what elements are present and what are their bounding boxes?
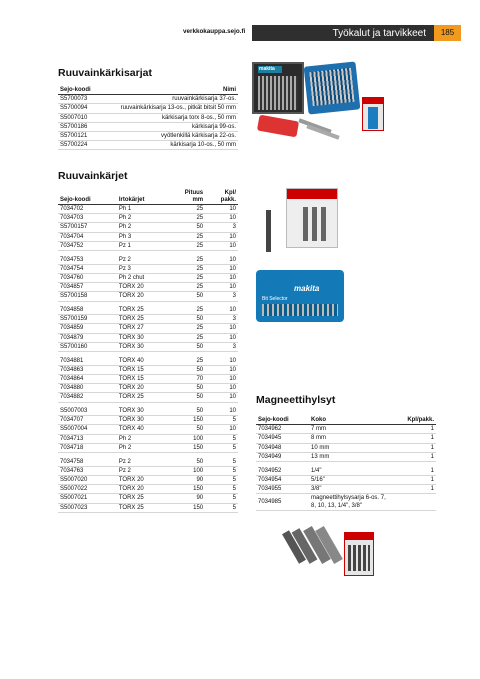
- red-bit-case-image: [257, 115, 299, 138]
- table-row: [256, 443, 436, 452]
- cell-size: 1/4": [309, 467, 389, 476]
- bit-selector-case-image: [256, 270, 344, 322]
- cell-pack: 5: [205, 434, 238, 443]
- nut-setter-set-image: [286, 524, 342, 568]
- table-row: [58, 416, 238, 425]
- table-row: [58, 333, 238, 342]
- cell-length: 90: [167, 494, 205, 503]
- table-row: [256, 452, 436, 461]
- cell-length: 150: [167, 443, 205, 452]
- table-row: [58, 494, 238, 503]
- cell-code: 7034881: [58, 357, 117, 366]
- cell-tip: Ph 2: [117, 443, 167, 452]
- cell-length: 150: [167, 485, 205, 494]
- col-header-length: Pituus: [184, 190, 204, 196]
- cell-pack: 10: [205, 283, 238, 292]
- cell-pack: 1: [389, 443, 436, 452]
- cell-pack: 10: [205, 205, 238, 214]
- cell-length: 70: [167, 374, 205, 383]
- cell-code: S5700160: [58, 342, 117, 351]
- cell-pack: 1: [389, 475, 436, 484]
- cell-length: 25: [167, 283, 205, 292]
- cell-size: 5/16": [309, 475, 389, 484]
- cell-length: 25: [167, 264, 205, 273]
- cell-pack: 5: [205, 494, 238, 503]
- cell-pack: 3: [205, 315, 238, 324]
- cell-code: S5700159: [58, 315, 117, 324]
- table-row: [256, 475, 436, 484]
- cell-tip: Pz 2: [117, 466, 167, 475]
- cell-pack: 5: [205, 443, 238, 452]
- cell-tip: TORX 27: [117, 324, 167, 333]
- cell-tip: Ph 2: [117, 434, 167, 443]
- kits-table: [58, 86, 238, 150]
- cell-pack: 1: [389, 484, 436, 493]
- col-header-code: Sejo-koodi: [58, 197, 117, 205]
- cell-code: 7034857: [58, 283, 117, 292]
- bits-table: [58, 190, 238, 513]
- kit-brand-logo: makita: [259, 66, 275, 72]
- col-header-size: Koko: [309, 416, 389, 425]
- table-row: [58, 503, 238, 512]
- cell-length: 50: [167, 292, 205, 301]
- cell-code: S5007020: [58, 475, 117, 484]
- cell-length: 50: [167, 365, 205, 374]
- cell-pack: 10: [205, 384, 238, 393]
- cell-tip: TORX 30: [117, 416, 167, 425]
- cell-tip: Pz 3: [117, 264, 167, 273]
- cell-code: S5007023: [58, 503, 117, 512]
- cell-pack: 5: [205, 416, 238, 425]
- cell-code: S5700224: [58, 141, 99, 150]
- cell-tip: TORX 40: [117, 425, 167, 434]
- cell-tip: TORX 25: [117, 306, 167, 315]
- cell-code: 7034864: [58, 374, 117, 383]
- cell-tip: TORX 15: [117, 374, 167, 383]
- table-row: [58, 425, 238, 434]
- cell-code: 7034955: [256, 484, 309, 493]
- table-row: [256, 467, 436, 476]
- section-title: Työkalut ja tarvikkeet: [332, 28, 426, 39]
- cell-length: 25: [167, 241, 205, 250]
- table-row: [58, 95, 238, 104]
- cell-pack: 3: [205, 223, 238, 232]
- cell-code: 7034882: [58, 393, 117, 402]
- table-row: [58, 357, 238, 366]
- cell-tip: TORX 25: [117, 503, 167, 512]
- cell-tip: TORX 25: [117, 315, 167, 324]
- cell-length: 100: [167, 466, 205, 475]
- cell-length: 100: [167, 434, 205, 443]
- cell-size: 8 mm: [309, 434, 389, 443]
- bit-blister-image: [286, 188, 338, 248]
- table-row: [58, 485, 238, 494]
- table-row: [58, 475, 238, 484]
- cell-length: 50: [167, 223, 205, 232]
- table-row: [58, 241, 238, 250]
- cell-name: ruuvainkärkisarja 13-os., pitkät bitsit 50 mm: [99, 104, 239, 113]
- cell-pack: 1: [389, 467, 436, 476]
- cell-code: S5007022: [58, 485, 117, 494]
- table-row: [58, 223, 238, 232]
- cell-pack: 10: [205, 264, 238, 273]
- table-row: [58, 122, 238, 131]
- page-number: 185: [434, 25, 461, 41]
- table-row: [58, 365, 238, 374]
- table-row: [58, 292, 238, 301]
- cell-length: 25: [167, 273, 205, 282]
- cell-size: 7 mm: [309, 425, 389, 434]
- cell-name: kärkisarja 10-os., 50 mm: [99, 141, 239, 150]
- cell-tip: TORX 20: [117, 475, 167, 484]
- cell-code: S5007010: [58, 113, 99, 122]
- cell-name: vyötlenkillä kärkisarja 22-os.: [99, 132, 239, 141]
- table-row: [256, 484, 436, 493]
- col-header-name: Nimi: [99, 86, 239, 95]
- cell-code: 7034763: [58, 466, 117, 475]
- cell-tip: Ph 2: [117, 214, 167, 223]
- cell-tip: Pz 1: [117, 241, 167, 250]
- cell-pack: 10: [205, 365, 238, 374]
- cell-length: 50: [167, 342, 205, 351]
- cell-code: 7034962: [256, 425, 309, 434]
- cell-pack: 10: [205, 273, 238, 282]
- table-row: [58, 443, 238, 452]
- cell-code: 7034702: [58, 205, 117, 214]
- cell-size: 13 mm: [309, 452, 389, 461]
- table-row: [58, 273, 238, 282]
- table-row: [58, 132, 238, 141]
- cell-pack: 5: [205, 458, 238, 467]
- cell-pack: 10: [205, 407, 238, 416]
- col-header-length-unit: mm: [167, 197, 205, 205]
- bit-case-brand-logo: makita: [294, 284, 320, 293]
- cell-pack: 3: [205, 342, 238, 351]
- cell-tip: TORX 30: [117, 333, 167, 342]
- table-row: [58, 407, 238, 416]
- cell-length: 25: [167, 232, 205, 241]
- cell-pack: 5: [205, 466, 238, 475]
- nut-setter-blister-image: [344, 532, 374, 576]
- cell-name: kärkisarja 99-os.: [99, 122, 239, 131]
- cell-size: magneettihylsysarja 6-os. 7, 8, 10, 13, 1/4", 3/8": [309, 494, 389, 511]
- cell-size: 3/8": [309, 484, 389, 493]
- cell-length: 50: [167, 425, 205, 434]
- cell-code: 7034945: [256, 434, 309, 443]
- cell-code: 7034863: [58, 365, 117, 374]
- cell-length: 25: [167, 256, 205, 265]
- table-row: [58, 315, 238, 324]
- cell-pack: 10: [205, 333, 238, 342]
- cell-length: 25: [167, 306, 205, 315]
- nut-heading: Magneettihylsyt: [256, 394, 336, 406]
- table-row: [256, 494, 436, 511]
- table-row: [58, 466, 238, 475]
- cell-pack: 10: [205, 241, 238, 250]
- bit-set-blue-case-image: [304, 61, 361, 114]
- cell-tip: TORX 40: [117, 357, 167, 366]
- cell-code: 7034754: [58, 264, 117, 273]
- table-row: [58, 232, 238, 241]
- table-row: [58, 256, 238, 265]
- cell-length: 25: [167, 333, 205, 342]
- cell-tip: TORX 30: [117, 407, 167, 416]
- cell-pack: 10: [205, 374, 238, 383]
- cell-length: 50: [167, 384, 205, 393]
- bit-holder-blister-image: [362, 97, 384, 131]
- single-bit-image: [266, 210, 271, 252]
- cell-code: 7034879: [58, 333, 117, 342]
- cell-length: 25: [167, 357, 205, 366]
- cell-length: 25: [167, 205, 205, 214]
- cell-length: 50: [167, 315, 205, 324]
- cell-length: 25: [167, 214, 205, 223]
- cell-length: 150: [167, 416, 205, 425]
- site-url[interactable]: verkkokauppa.sejo.fi: [183, 28, 246, 35]
- cell-tip: TORX 20: [117, 292, 167, 301]
- cell-code: 7034752: [58, 241, 117, 250]
- cell-code: 7034703: [58, 214, 117, 223]
- cell-name: kärkisarja torx 8-os., 50 mm: [99, 113, 239, 122]
- cell-pack: [389, 494, 436, 511]
- section-bar: [252, 25, 434, 41]
- cell-length: 50: [167, 393, 205, 402]
- table-row: [58, 324, 238, 333]
- cell-code: S5007004: [58, 425, 117, 434]
- cell-tip: Ph 2 chut: [117, 273, 167, 282]
- col-header-pack: Kpl/pakk.: [389, 416, 436, 425]
- table-row: [58, 214, 238, 223]
- cell-pack: 5: [205, 485, 238, 494]
- cell-pack: 10: [205, 393, 238, 402]
- cell-tip: TORX 30: [117, 342, 167, 351]
- cell-pack: 1: [389, 452, 436, 461]
- cell-code: S5700094: [58, 104, 99, 113]
- cell-code: 7034985: [256, 494, 309, 511]
- cell-code: 7034858: [58, 306, 117, 315]
- cell-code: 7034760: [58, 273, 117, 282]
- cell-code: 7034718: [58, 443, 117, 452]
- cell-code: S5700073: [58, 95, 99, 104]
- cell-tip: Pz 2: [117, 458, 167, 467]
- table-row: [58, 205, 238, 214]
- cell-tip: Ph 1: [117, 205, 167, 214]
- cell-pack: 10: [205, 214, 238, 223]
- table-row: [58, 283, 238, 292]
- cell-code: S5700186: [58, 122, 99, 131]
- bit-set-open-case-image: [252, 62, 304, 114]
- cell-length: 50: [167, 407, 205, 416]
- table-row: [58, 141, 238, 150]
- cell-pack: 1: [389, 434, 436, 443]
- cell-code: S5700121: [58, 132, 99, 141]
- cell-tip: TORX 25: [117, 393, 167, 402]
- cell-code: S5700158: [58, 292, 117, 301]
- table-row: [58, 342, 238, 351]
- table-row: [58, 393, 238, 402]
- nut-table: [256, 416, 436, 511]
- cell-code: S5007003: [58, 407, 117, 416]
- table-row: [256, 425, 436, 434]
- cell-pack: 10: [205, 256, 238, 265]
- bit-case-label: Bit Selector: [262, 296, 288, 302]
- cell-code: 7034949: [256, 452, 309, 461]
- cell-code: 7034713: [58, 434, 117, 443]
- kits-heading: Ruuvainkärkisarjat: [58, 67, 152, 79]
- cell-pack: 3: [205, 292, 238, 301]
- cell-length: 50: [167, 458, 205, 467]
- cell-pack: 10: [205, 232, 238, 241]
- col-header-code: Sejo-koodi: [58, 86, 99, 95]
- cell-length: 90: [167, 475, 205, 484]
- table-row: [256, 434, 436, 443]
- cell-code: 7034704: [58, 232, 117, 241]
- cell-code: 7034952: [256, 467, 309, 476]
- cell-tip: TORX 15: [117, 365, 167, 374]
- cell-name: ruuvainkärkisarja 37-os.: [99, 95, 239, 104]
- cell-code: 7034859: [58, 324, 117, 333]
- table-row: [58, 374, 238, 383]
- cell-length: 150: [167, 503, 205, 512]
- cell-pack: 1: [389, 425, 436, 434]
- col-header-code: Sejo-koodi: [256, 416, 309, 425]
- cell-pack: 5: [205, 475, 238, 484]
- cell-code: 7034880: [58, 384, 117, 393]
- cell-code: 7034948: [256, 443, 309, 452]
- cell-pack: 5: [205, 503, 238, 512]
- table-row: [58, 458, 238, 467]
- cell-tip: Ph 2: [117, 223, 167, 232]
- table-row: [58, 104, 238, 113]
- cell-tip: TORX 25: [117, 494, 167, 503]
- cell-code: S5700157: [58, 223, 117, 232]
- cell-length: 25: [167, 324, 205, 333]
- table-row: [58, 306, 238, 315]
- cell-pack: 10: [205, 357, 238, 366]
- cell-tip: Ph 3: [117, 232, 167, 241]
- cell-size: 10 mm: [309, 443, 389, 452]
- bits-heading: Ruuvainkärjet: [58, 170, 128, 182]
- cell-pack: 10: [205, 425, 238, 434]
- col-header-tip: Irtokärjet: [117, 197, 167, 205]
- table-row: [58, 113, 238, 122]
- cell-tip: TORX 20: [117, 384, 167, 393]
- cell-code: 7034954: [256, 475, 309, 484]
- loose-sockets-image: [298, 118, 342, 140]
- col-header-pack-unit: pakk.: [205, 197, 238, 205]
- table-row: [58, 434, 238, 443]
- cell-tip: Pz 2: [117, 256, 167, 265]
- cell-tip: TORX 20: [117, 485, 167, 494]
- cell-pack: 10: [205, 306, 238, 315]
- table-row: [58, 264, 238, 273]
- cell-code: S5007021: [58, 494, 117, 503]
- cell-pack: 10: [205, 324, 238, 333]
- cell-tip: TORX 20: [117, 283, 167, 292]
- cell-code: 7034753: [58, 256, 117, 265]
- cell-code: 7034707: [58, 416, 117, 425]
- table-row: [58, 384, 238, 393]
- cell-code: 7034758: [58, 458, 117, 467]
- col-header-pack: Kpl/: [224, 190, 236, 196]
